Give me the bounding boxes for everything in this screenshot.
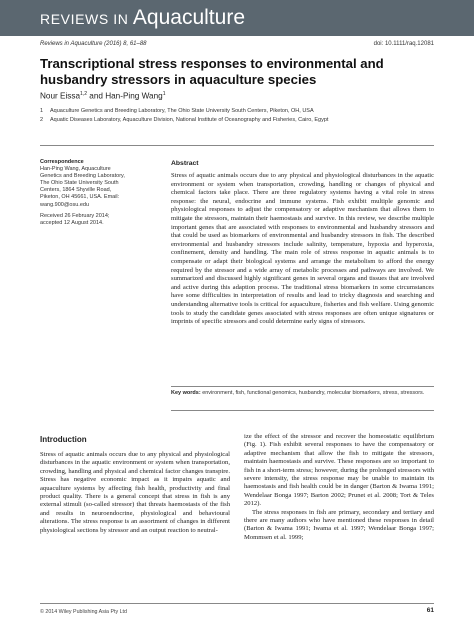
- author-name: Nour Eissa: [40, 91, 81, 101]
- affiliation: [40, 117, 328, 123]
- affiliation-text: Aquaculture Genetics and Breeding Laboratory, The Ohio State University South Centers, Piketon, OH, USA: [50, 108, 314, 114]
- paragraph: Stress of aquatic animals occurs due to any physical and physiological disturbances in the aquatic environment or system when transportation, crowding, handling and physical and chemical factor changes transpire. Stress has negative economic impact as it impairs aquatic and aquaculture systems by affecting fish health, productivity and final product quality. There is a general concept that stress in fish is any external stimuli (so-called stressor) that threats haemostasis of the fish and results in neuroendocrine, physiological and behavioural alterations. The stress response is an assortment of changes in different physiological sections by stressor and an output reaction to neutral-: [40, 451, 230, 534]
- received-dates: Received 26 February 2014; accepted 12 August 2014.: [40, 213, 110, 227]
- divider: [171, 386, 434, 387]
- affiliation-text: Aquatic Diseases Laboratory, Aquaculture Division, National Institute of Oceanography and Fisheries, Cairo, Egypt: [50, 117, 329, 123]
- copyright: © 2014 Wiley Publishing Asia Pty Ltd: [40, 609, 127, 615]
- page-number: 61: [426, 607, 434, 614]
- divider: [171, 410, 434, 411]
- paragraph: ize the effect of the stressor and recover the homeostatic equilibrium (Fig. 1). Fish exhibit several responses to have the compensatory or adaptive mechanism that allow the fish to mitigate the stressors, maintain haemostasis and survive. These responses are so important to fish in a short-term stress; however, during the prolonged stressors with severe intensity, the stress response may be unable to maintain its haemostasis and fish health could be in danger (Barton & Iwama 1991; Wendelaar Bonga 1997; Barton 2002; Prunet et al. 2008; Tort & Teles 2012).: [244, 433, 434, 508]
- abstract-text: Stress of aquatic animals occurs due to any physical and physiological disturbances in the aquatic environment or system when transportation, crowding, handling or changes of physical and chemical factors take place. There are three regulatory systems having a vital role in stress response: the neural, endocrine and immune systems. Fish exhibit multiple genomic and physiological responses to adjust the compensatory or adaptive mechanism that allows them to mitigate the stressors, maintain their haemostasis and survive. In this review, we describe multiple important genes that are associated with responses to environmental and husbandry stressors and that could be used as biomarkers of environmental and husbandry stressors in fish. The described environmental and husbandry stressors include salinity, temperature, hypoxia and hyperoxia, confinement, density and handling. The main role of stress response in aquatic animals is to compensate or adapt their biological systems and arrange the metabolism to afford the energy required by the stressor and a wide array of metabolic processes and pathways are involved. We summarized and discussed highly significant genes in several organs and tissues that are involved and active during this adaption process. The traditional stress biomarkers in some circumstances have some difficulties in interpretation of results and lead to tricky diagnosis and searching and understanding alternative tools is critical for aquaculture, fisheries and fish welfare. Using genomic tools to study the candidate genes associated with stress responses are often unique signatures or imprints of specific stressors and could determine early signs of stressors.: [171, 172, 434, 326]
- abstract-heading: Abstract: [171, 160, 199, 167]
- banner-journal-name: Aquaculture: [132, 6, 245, 29]
- introduction-heading: Introduction: [40, 435, 87, 444]
- affiliation: [40, 108, 314, 114]
- affiliation-number: 1: [40, 108, 44, 114]
- keywords-label: Key words:: [171, 390, 201, 396]
- author-list: [40, 91, 166, 101]
- correspondence-heading: Correspondence: [40, 159, 84, 165]
- author-affiliation-mark: 1: [162, 91, 166, 97]
- banner-prefix: REVIEWS IN: [40, 11, 129, 27]
- journal-logo: [40, 6, 245, 30]
- divider: [40, 145, 434, 146]
- article-title: Transcriptional stress responses to environmental and husbandry stressors in aquaculture species: [40, 56, 384, 87]
- introduction-column-2: [244, 433, 434, 542]
- citation: Reviews in Aquaculture (2016) 8, 61–88: [40, 41, 147, 47]
- footer-divider: [40, 603, 434, 604]
- paragraph: The stress responses in fish are primary, secondary and tertiary and there are many authors who have mentioned these responses in detail (Barton & Iwama 1991; Iwama et al. 1997; Wendelaar Bonga 1997; Mommsen et al. 1999;: [244, 508, 434, 541]
- keywords-list: environment, fish, functional genomics, husbandry, molecular biomarkers, stress, stressors.: [202, 390, 425, 396]
- keywords: [171, 390, 434, 398]
- introduction-column-1: [40, 451, 230, 535]
- correspondence-body: Han-Ping Wang, Aquaculture Genetics and Breeding Laboratory, The Ohio State University South Centers, 1864 Shyville Road, Piketon, OH 45661, USA. Email: wang.900@osu.edu: [40, 166, 125, 208]
- affiliation-number: 2: [40, 117, 44, 123]
- journal-banner: [0, 0, 474, 36]
- correspondence: [40, 159, 130, 209]
- author-name: and Han-Ping Wang: [89, 91, 163, 101]
- author-affiliation-mark: 1,2: [80, 91, 87, 97]
- doi: doi: 10.1111/raq.12081: [373, 41, 434, 47]
